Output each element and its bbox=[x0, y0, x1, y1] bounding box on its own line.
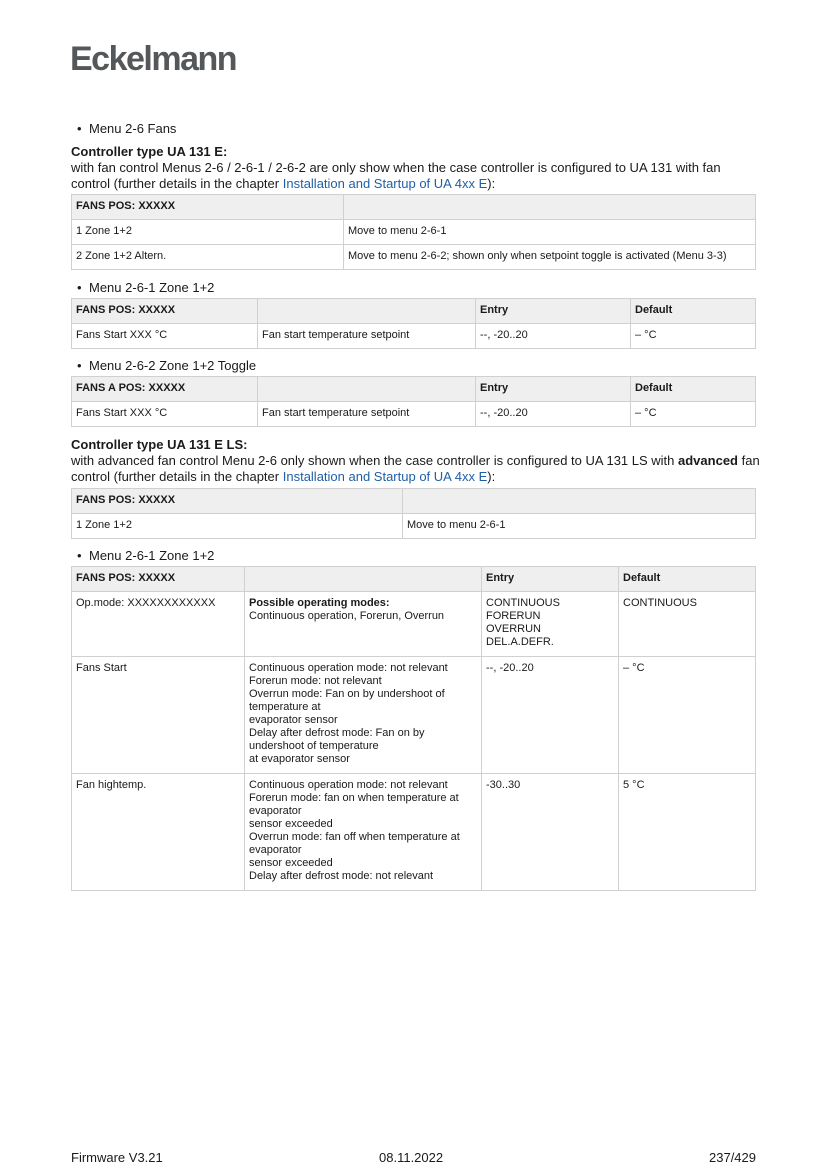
para-text: fan control (further details in the chapter bbox=[71, 453, 760, 484]
para-bold: advanced bbox=[678, 453, 738, 468]
cell-line: Continuous operation mode: not relevant bbox=[249, 779, 448, 791]
table-cell: Fan start temperature setpoint bbox=[258, 402, 476, 427]
table-header-cell: Default bbox=[631, 377, 756, 402]
bullet-text: Menu 2-6 Fans bbox=[89, 121, 177, 136]
cell-line: Overrun mode: Fan on by undershoot of bbox=[249, 688, 445, 700]
table-header-cell: Default bbox=[631, 299, 756, 324]
table-row bbox=[72, 245, 756, 270]
table-fans-2-6-1 bbox=[71, 298, 756, 349]
table-header-cell: FANS POS: XXXXX bbox=[72, 299, 258, 324]
table-cell: Move to menu 2-6-1 bbox=[344, 220, 756, 245]
link-installation-startup[interactable]: Installation and Startup of UA 4xx E bbox=[282, 469, 488, 484]
cell-line: DEL.A.DEFR. bbox=[486, 636, 554, 648]
bullet-text: Menu 2-6-1 Zone 1+2 bbox=[89, 548, 215, 563]
table-header-cell: FANS POS: XXXXX bbox=[72, 195, 344, 220]
para-end: ): bbox=[487, 176, 496, 191]
table-cell: Fan start temperature setpoint bbox=[258, 324, 476, 349]
table-cell: Fans Start XXX °C bbox=[72, 324, 258, 349]
table-header-cell bbox=[258, 299, 476, 324]
bullet-dot: • bbox=[77, 548, 82, 563]
table-cell: Fans Start bbox=[72, 657, 245, 774]
bullet-dot: • bbox=[77, 121, 82, 136]
para-text: with advanced fan control Menu 2-6 only shown when the case controller is configured to UA 131 LS with bbox=[71, 453, 679, 468]
bullet-menu-2-6-1-ls bbox=[77, 548, 214, 564]
table-fans-ua131e bbox=[71, 194, 756, 270]
link-installation-startup[interactable]: Installation and Startup of UA 4xx E bbox=[282, 176, 488, 191]
table-fans-ua131e-ls bbox=[71, 488, 756, 539]
table-row bbox=[72, 402, 756, 427]
paragraph-ua131e bbox=[71, 160, 761, 192]
table-cell: Move to menu 2-6-2; shown only when setpoint toggle is activated (Menu 3-3) bbox=[344, 245, 756, 270]
cell-line: evaporator bbox=[249, 805, 302, 817]
cell-line: Delay after defrost mode: Fan on by bbox=[249, 727, 425, 739]
table-cell: --, -20..20 bbox=[476, 324, 631, 349]
table-cell: -30..30 bbox=[482, 774, 619, 891]
footer-date: 08.11.2022 bbox=[379, 1150, 444, 1165]
heading-ua131e-ls: Controller type UA 131 E LS: bbox=[71, 437, 248, 452]
table-cell: Fans Start XXX °C bbox=[72, 402, 258, 427]
table-fans-2-6-2 bbox=[71, 376, 756, 427]
table-row bbox=[72, 220, 756, 245]
heading-ua131e: Controller type UA 131 E: bbox=[71, 144, 228, 159]
table-cell: – °C bbox=[619, 657, 756, 774]
cell-line: sensor exceeded bbox=[249, 818, 333, 830]
table-cell: CONTINUOUS bbox=[619, 592, 756, 657]
table-cell: 5 °C bbox=[619, 774, 756, 891]
table-header-cell: Entry bbox=[476, 377, 631, 402]
footer-firmware: Firmware V3.21 bbox=[71, 1150, 163, 1165]
bullet-dot: • bbox=[77, 358, 82, 373]
table-header-cell: FANS POS: XXXXX bbox=[72, 567, 245, 592]
table-cell bbox=[245, 657, 482, 774]
table-header-row bbox=[72, 195, 756, 220]
bullet-text: Menu 2-6-2 Zone 1+2 Toggle bbox=[89, 358, 257, 373]
cell-line: evaporator sensor bbox=[249, 714, 338, 726]
para-end: ): bbox=[487, 469, 496, 484]
cell-line: evaporator bbox=[249, 844, 302, 856]
cell-line: Forerun mode: fan on when temperature at bbox=[249, 792, 459, 804]
cell-text: Continuous operation, Forerun, Overrun bbox=[249, 610, 445, 622]
table-row bbox=[72, 774, 756, 891]
table-header-cell: FANS POS: XXXXX bbox=[72, 489, 403, 514]
cell-line: OVERRUN bbox=[486, 623, 542, 635]
table-header-row bbox=[72, 567, 756, 592]
table-row bbox=[72, 514, 756, 539]
table-header-cell: Entry bbox=[476, 299, 631, 324]
cell-line: Overrun mode: fan off when temperature at bbox=[249, 831, 460, 843]
table-cell: – °C bbox=[631, 324, 756, 349]
cell-line: FORERUN bbox=[486, 610, 541, 622]
cell-line: CONTINUOUS bbox=[486, 597, 560, 609]
paragraph-ua131e-ls bbox=[71, 453, 761, 485]
bullet-menu-2-6-2 bbox=[77, 358, 256, 374]
para-text: with fan control Menus 2-6 / 2-6-1 / 2-6-2 are only show when the case controller is configured to UA 131 with fan control (further details in the chapter bbox=[71, 160, 721, 191]
table-fans-2-6-1-ls bbox=[71, 566, 756, 891]
table-row bbox=[72, 324, 756, 349]
eckelmann-logo: Eckelmann bbox=[70, 40, 237, 78]
table-header-row bbox=[72, 299, 756, 324]
table-cell: 1 Zone 1+2 bbox=[72, 220, 344, 245]
table-cell bbox=[245, 774, 482, 891]
cell-line: undershoot of temperature bbox=[249, 740, 379, 752]
table-header-cell bbox=[344, 195, 756, 220]
table-cell: 1 Zone 1+2 bbox=[72, 514, 403, 539]
table-header-row bbox=[72, 489, 756, 514]
table-header-cell bbox=[403, 489, 756, 514]
bullet-text: Menu 2-6-1 Zone 1+2 bbox=[89, 280, 215, 295]
table-cell: --, -20..20 bbox=[482, 657, 619, 774]
footer-page-number: 237/429 bbox=[709, 1150, 756, 1165]
table-cell: --, -20..20 bbox=[476, 402, 631, 427]
table-cell: Fan hightemp. bbox=[72, 774, 245, 891]
table-cell: 2 Zone 1+2 Altern. bbox=[72, 245, 344, 270]
cell-line: Forerun mode: not relevant bbox=[249, 675, 382, 687]
table-row bbox=[72, 657, 756, 774]
table-header-cell bbox=[245, 567, 482, 592]
table-cell: Op.mode: XXXXXXXXXXXX bbox=[72, 592, 245, 657]
cell-line: Continuous operation mode: not relevant bbox=[249, 662, 448, 674]
table-row bbox=[72, 592, 756, 657]
table-header-cell: FANS A POS: XXXXX bbox=[72, 377, 258, 402]
table-header-cell bbox=[258, 377, 476, 402]
bullet-menu-2-6 bbox=[77, 121, 176, 137]
table-cell bbox=[482, 592, 619, 657]
bullet-dot: • bbox=[77, 280, 82, 295]
cell-bold-text: Possible operating modes: bbox=[249, 597, 390, 609]
table-header-cell: Default bbox=[619, 567, 756, 592]
cell-line: sensor exceeded bbox=[249, 857, 333, 869]
bullet-menu-2-6-1 bbox=[77, 280, 214, 296]
table-header-row bbox=[72, 377, 756, 402]
table-cell: – °C bbox=[631, 402, 756, 427]
cell-line: temperature at bbox=[249, 701, 321, 713]
cell-line: at evaporator sensor bbox=[249, 753, 350, 765]
table-header-cell: Entry bbox=[482, 567, 619, 592]
table-cell: Move to menu 2-6-1 bbox=[403, 514, 756, 539]
cell-line: Delay after defrost mode: not relevant bbox=[249, 870, 434, 882]
table-cell bbox=[245, 592, 482, 657]
